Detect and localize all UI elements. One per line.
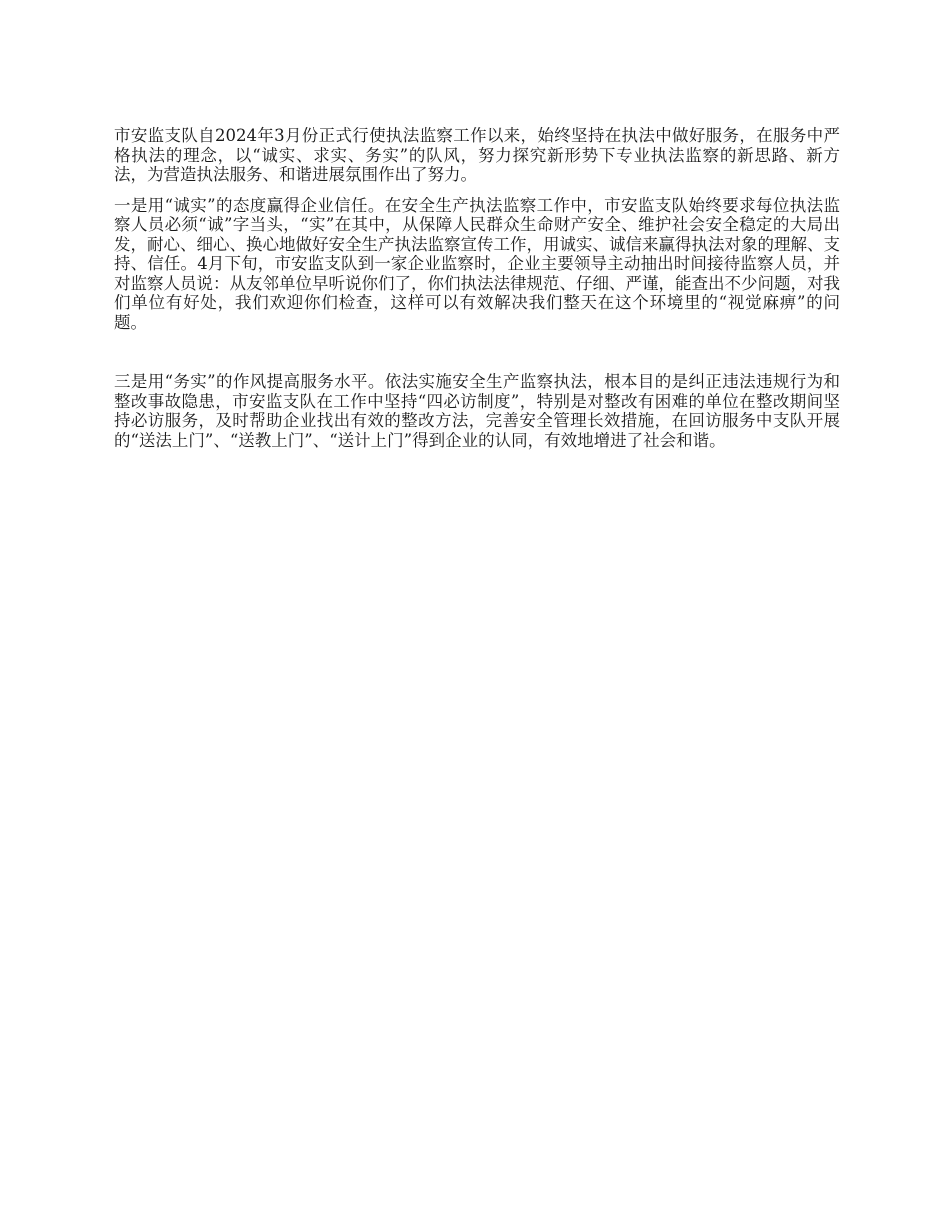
paragraph-intro: 市安监支队自2024年3月份正式行使执法监察工作以来，始终坚持在执法中做好服务，在服务中严格执法的理念，以“诚实、求实、务实”的队风，努力探究新形势下专业执法监察的新思路、新方法，为营造执法服务、和谐进展氛围作出了努力。 — [114, 126, 840, 184]
paragraph-honesty: 一是用“诚实”的态度赢得企业信任。在安全生产执法监察工作中，市安监支队始终要求每位执法监察人员必须“诚”字当头，“实”在其中，从保障人民群众生命财产安全、维护社会安全稳定的大局出发，耐心、细心、换心地做好安全生产执法监察宣传工作，用诚实、诚信来赢得执法对象的理解、支持、信任。4月下旬，市安监支队到一家企业监察时，企业主要领导主动抽出时间接待监察人员，并对监察人员说：从友邻单位早听说你们了，你们执法法律规范、仔细、严谨，能查出不少问题，对我们单位有好处，我们欢迎你们检查，这样可以有效解决我们整天在这个环境里的“视觉麻痹”的问题。 — [114, 195, 840, 332]
document-body — [114, 126, 840, 450]
paragraph-pragmatism: 三是用“务实”的作风提高服务水平。依法实施安全生产监察执法，根本目的是纠正违法违规行为和整改事故隐患，市安监支队在工作中坚持“四必访制度”，特别是对整改有困难的单位在整改期间坚持必访服务，及时帮助企业找出有效的整改方法，完善安全管理长效措施，在回访服务中支队开展的“送法上门”、“送教上门”、“送计上门”得到企业的认同，有效地增进了社会和谐。 — [114, 372, 840, 450]
